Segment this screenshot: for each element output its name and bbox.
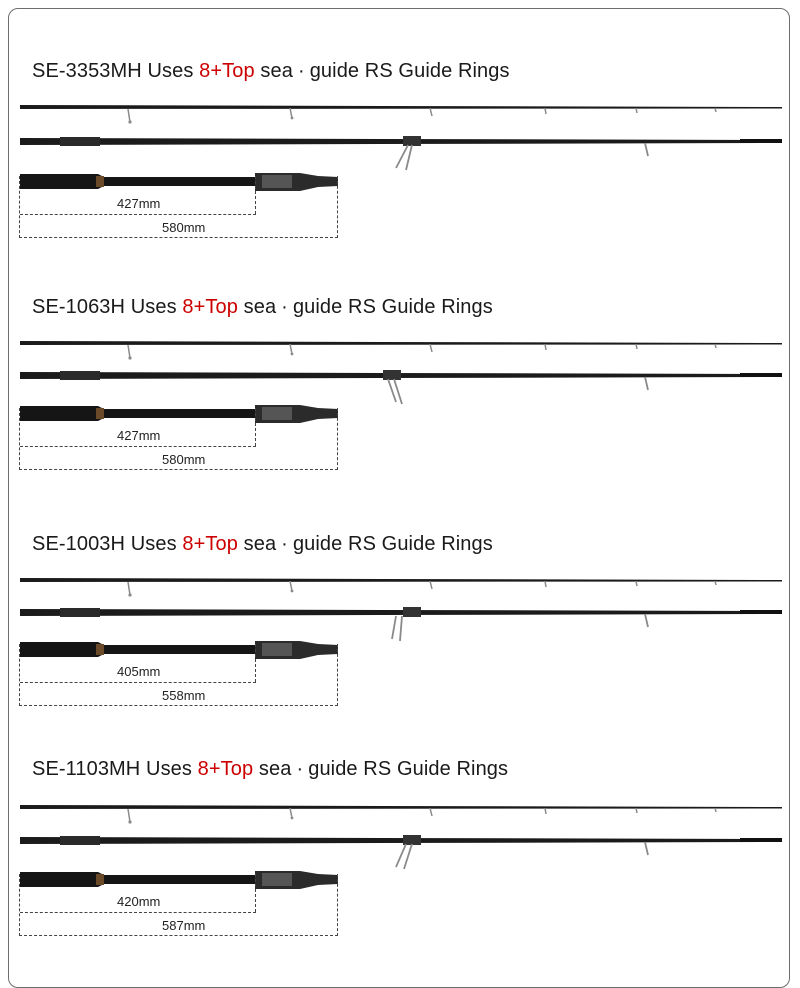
dimension-divider [255, 874, 256, 912]
highlight-text: 8+Top [182, 296, 238, 318]
dimension-label-short: 427mm [117, 428, 161, 443]
rod-title: SE-1103MH Uses 8+Top sea · guide RS Guide Rings [32, 758, 509, 780]
highlight-text: 8+Top [197, 758, 254, 780]
butt-section-image [0, 134, 800, 174]
butt-section-image [0, 605, 800, 645]
rod-title: SE-1063H Uses 8+Top sea · guide RS Guide Rings [32, 296, 493, 318]
dimension-line-short [20, 682, 256, 683]
rod-section-2 [0, 296, 800, 496]
tip-section-image [0, 800, 800, 824]
dimension-divider [255, 176, 256, 214]
tip-section-image [0, 336, 800, 360]
rod-title: SE-1003H Uses 8+Top sea · guide RS Guide Rings [32, 533, 493, 555]
dimension-box [19, 176, 338, 238]
dimension-line-short [20, 446, 256, 447]
dimension-label-short: 405mm [117, 664, 161, 679]
dimension-label-long: 580mm [162, 452, 206, 467]
dimension-box [19, 408, 338, 470]
tip-section-image [0, 573, 800, 597]
dimension-label-short: 427mm [117, 196, 161, 211]
dimension-box [19, 874, 338, 936]
butt-section-image [0, 833, 800, 873]
dimension-line-short [20, 912, 256, 913]
butt-section-image [0, 368, 800, 408]
highlight-text: 8+Top [182, 533, 238, 555]
dimension-label-long: 558mm [162, 688, 206, 703]
dimension-label-short: 420mm [117, 894, 161, 909]
rod-title: SE-3353MH Uses 8+Top sea · guide RS Guide Rings [32, 60, 510, 82]
dimension-divider [255, 408, 256, 446]
dimension-label-long: 580mm [162, 220, 206, 235]
rod-section-3 [0, 533, 800, 733]
tip-section-image [0, 100, 800, 124]
dimension-label-long: 587mm [162, 918, 206, 933]
dimension-line-short [20, 214, 256, 215]
rod-section-1 [0, 60, 800, 260]
dimension-box [19, 644, 338, 706]
highlight-text: 8+Top [199, 60, 255, 82]
dimension-divider [255, 644, 256, 682]
rod-section-4 [0, 758, 800, 958]
